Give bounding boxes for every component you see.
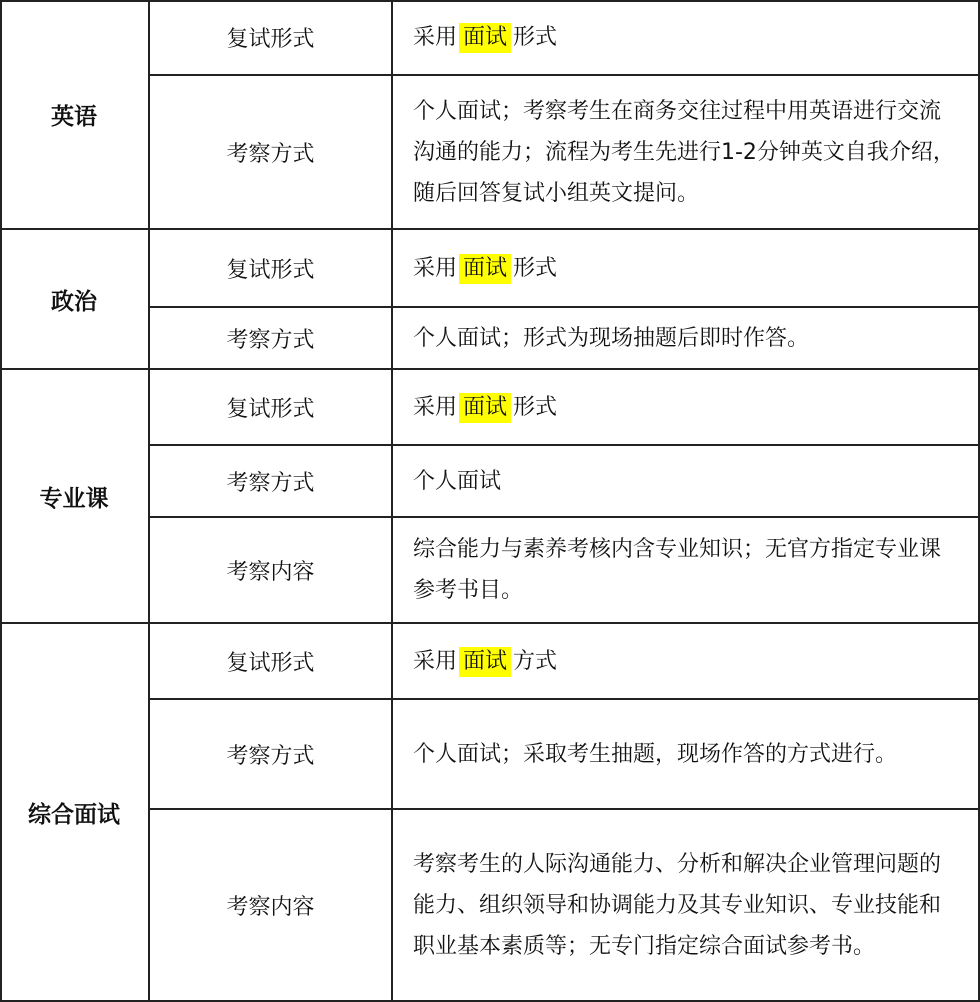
content-text: 个人面试 (413, 468, 502, 494)
highlight-mark: 面试 (459, 254, 511, 284)
row-content (393, 230, 980, 308)
row-label: 考察方式 (150, 308, 393, 370)
row-content (393, 624, 980, 700)
row-label: 复试形式 (150, 624, 393, 700)
highlight-mark: 面试 (459, 393, 511, 423)
category-politics: 政治 (0, 230, 150, 370)
row-content (393, 370, 980, 446)
content-suffix: 形式 (513, 24, 558, 50)
highlight-mark: 面试 (459, 647, 511, 677)
content-suffix: 形式 (513, 255, 558, 281)
content-text: 个人面试；考察考生在商务交往过程中用英语进行交流沟通的能力；流程为考生先进行1-2分钟英文自我介绍，随后回答复试小组英文提问。 (413, 98, 955, 206)
content-text: 个人面试；采取考生抽题，现场作答的方式进行。 (413, 741, 898, 767)
row-label: 考察方式 (150, 76, 393, 230)
row-content (393, 446, 980, 518)
content-text: 考察考生的人际沟通能力、分析和解决企业管理问题的能力、组织领导和协调能力及其专业知识、专业技能和职业基本素质等；无专门指定综合面试参考书。 (413, 851, 942, 959)
content-text: 个人面试；形式为现场抽题后即时作答。 (413, 325, 810, 351)
row-label: 复试形式 (150, 370, 393, 446)
highlight-mark: 面试 (459, 23, 511, 53)
row-content (393, 0, 980, 76)
content-prefix: 采用 (413, 24, 458, 50)
row-label: 复试形式 (150, 0, 393, 76)
content-prefix: 采用 (413, 648, 458, 674)
row-label: 复试形式 (150, 230, 393, 308)
content-suffix: 方式 (513, 648, 558, 674)
category-english: 英语 (0, 0, 150, 230)
content-text: 综合能力与素养考核内含专业知识；无官方指定专业课参考书目。 (413, 537, 942, 603)
row-content (393, 76, 980, 230)
content-prefix: 采用 (413, 394, 458, 420)
row-label: 考察方式 (150, 700, 393, 810)
content-suffix: 形式 (513, 394, 558, 420)
row-content (393, 700, 980, 810)
row-label: 考察内容 (150, 810, 393, 1002)
category-major-course: 专业课 (0, 370, 150, 624)
category-comprehensive-interview: 综合面试 (0, 624, 150, 1002)
row-content (393, 518, 980, 624)
row-label: 考察方式 (150, 446, 393, 518)
row-label: 考察内容 (150, 518, 393, 624)
content-prefix: 采用 (413, 255, 458, 281)
row-content (393, 810, 980, 1002)
row-content (393, 308, 980, 370)
